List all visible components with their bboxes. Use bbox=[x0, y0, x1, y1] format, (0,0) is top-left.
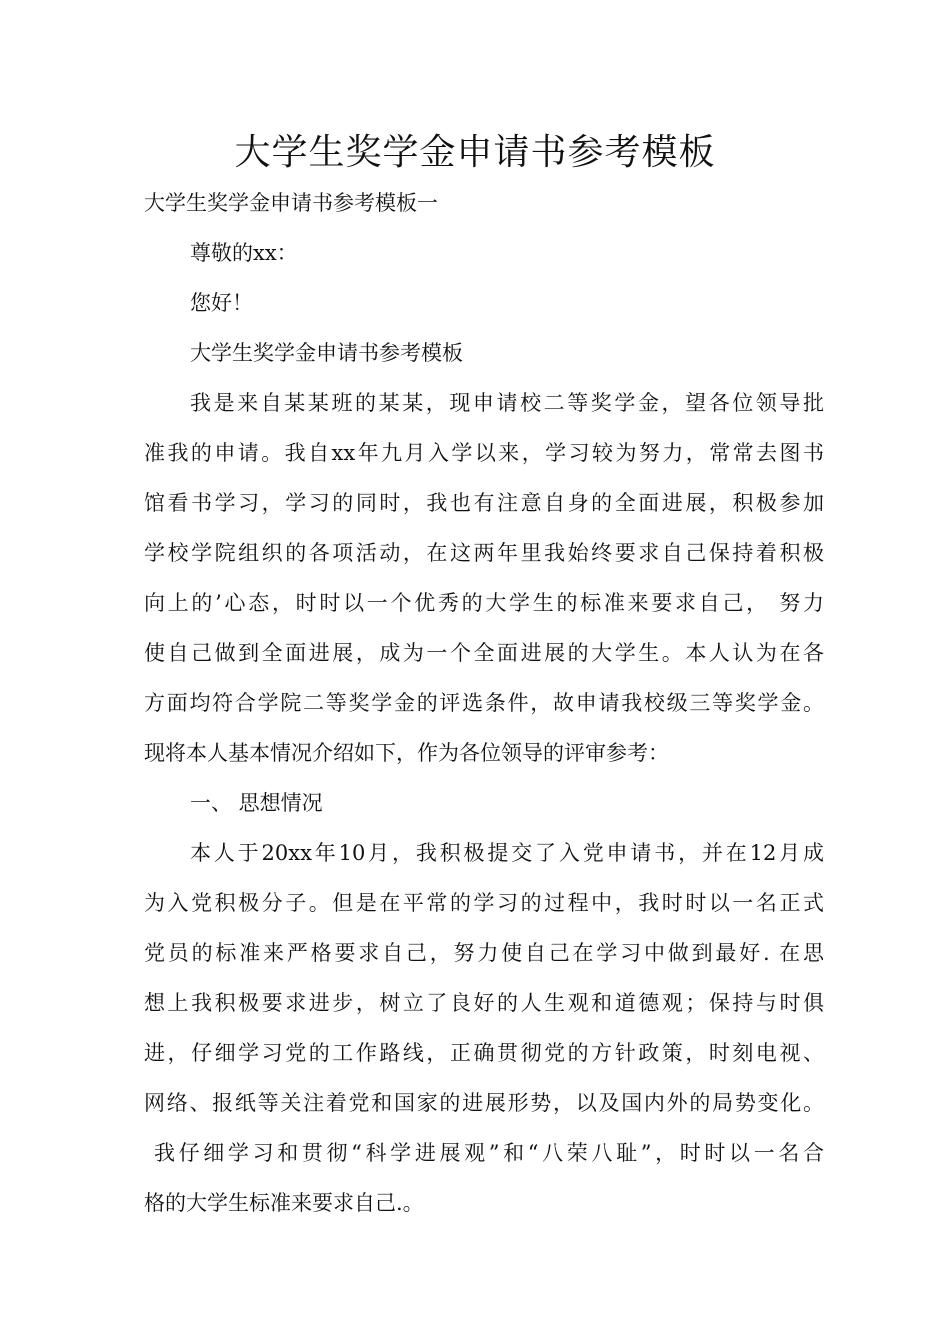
document-title: 大学生奖学金申请书参考模板 bbox=[234, 132, 716, 173]
paragraph-line: 馆看书学习，学习的同时，我也有注意自身的全面进展，积极参加 bbox=[144, 491, 824, 515]
paragraph-line: 本人于20xx年10月，我积极提交了入党申请书，并在12月成 bbox=[190, 841, 824, 865]
paragraph-line: 进，仔细学习党的工作路线，正确贯彻党的方针政策，时刻电视、 bbox=[144, 1041, 824, 1065]
paragraph-line: 我是来自某某班的某某，现申请校二等奖学金，望各位领导批 bbox=[190, 391, 824, 415]
paragraph-line: 学校学院组织的各项活动，在这两年里我始终要求自己保持着积极 bbox=[144, 541, 824, 565]
section-heading: 一、 思想情况 bbox=[190, 791, 323, 815]
heading-line: 大学生奖学金申请书参考模板 bbox=[190, 341, 463, 365]
salutation-line: 尊敬的xx： bbox=[190, 241, 298, 265]
paragraph-line: 我仔细学习和贯彻“科学进展观”和“八荣八耻”，时时以一名合 bbox=[154, 1141, 824, 1165]
paragraph-line: 准我的申请。我自xx年九月入学以来，学习较为努力，常常去图书 bbox=[144, 441, 824, 465]
paragraph-line: 向上的’心态，时时以一个优秀的大学生的标准来要求自己， 努力 bbox=[144, 591, 824, 615]
paragraph-line: 想上我积极要求进步，树立了良好的人生观和道德观；保持与时俱 bbox=[144, 991, 824, 1015]
greeting-line: 您好！ bbox=[190, 291, 253, 315]
paragraph-line: 为入党积极分子。但是在平常的学习的过程中，我时时以一名正式 bbox=[144, 891, 824, 915]
paragraph-line: 网络、报纸等关注着党和国家的进展形势，以及国内外的局势变化。 bbox=[144, 1091, 824, 1115]
paragraph-line: 现将本人基本情况介绍如下，作为各位领导的评审参考： bbox=[144, 741, 669, 765]
paragraph-line: 党员的标准来严格要求自己，努力使自己在学习中做到最好. 在思 bbox=[144, 941, 824, 965]
paragraph-line: 方面均符合学院二等奖学金的评选条件，故申请我校级三等奖学金。 bbox=[144, 691, 824, 715]
subtitle-line: 大学生奖学金申请书参考模板一 bbox=[144, 191, 438, 215]
paragraph-line: 格的大学生标准来要求自己.。 bbox=[144, 1191, 424, 1215]
paragraph-line: 使自己做到全面进展，成为一个全面进展的大学生。本人认为在各 bbox=[144, 641, 824, 665]
document-body bbox=[144, 178, 824, 1228]
